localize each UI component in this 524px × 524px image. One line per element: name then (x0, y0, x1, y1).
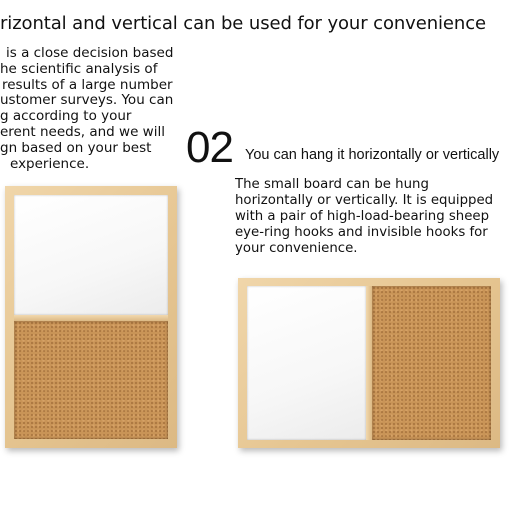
section-description-line: The small board can be hung (235, 177, 429, 192)
section-description-line: horizontally or vertically. It is equipped (235, 193, 494, 208)
horizontal-combo-board (238, 278, 500, 448)
section-number: 02 (186, 123, 233, 172)
whiteboard-panel (14, 195, 168, 315)
vertical-combo-board (5, 186, 177, 448)
left-description-line: is a close decision based (6, 46, 174, 61)
page-headline: rizontal and vertical can be used for your convenience (0, 13, 486, 34)
section-description (235, 177, 520, 257)
cork-panel (372, 286, 491, 440)
section-description-line: eye-ring hooks and invisible hooks for (235, 225, 488, 240)
left-description-line: results of a large number (2, 76, 173, 93)
section-description-line: with a pair of high-load-bearing sheep (235, 209, 490, 224)
left-description-line: ustomer surveys. You can (0, 92, 174, 109)
left-description-line: he scientific analysis of (0, 60, 158, 77)
whiteboard-panel (247, 286, 366, 440)
cork-panel (14, 321, 168, 439)
left-description-line: erent needs, and we will (0, 123, 165, 140)
section-heading: You can hang it horizontally or vertically (245, 147, 500, 163)
left-description-line: gn based on your best (0, 139, 152, 156)
left-description (0, 46, 180, 172)
section-description-line: your convenience. (235, 241, 358, 256)
left-description-line: g according to your (0, 108, 132, 125)
left-description-line: experience. (10, 155, 90, 172)
